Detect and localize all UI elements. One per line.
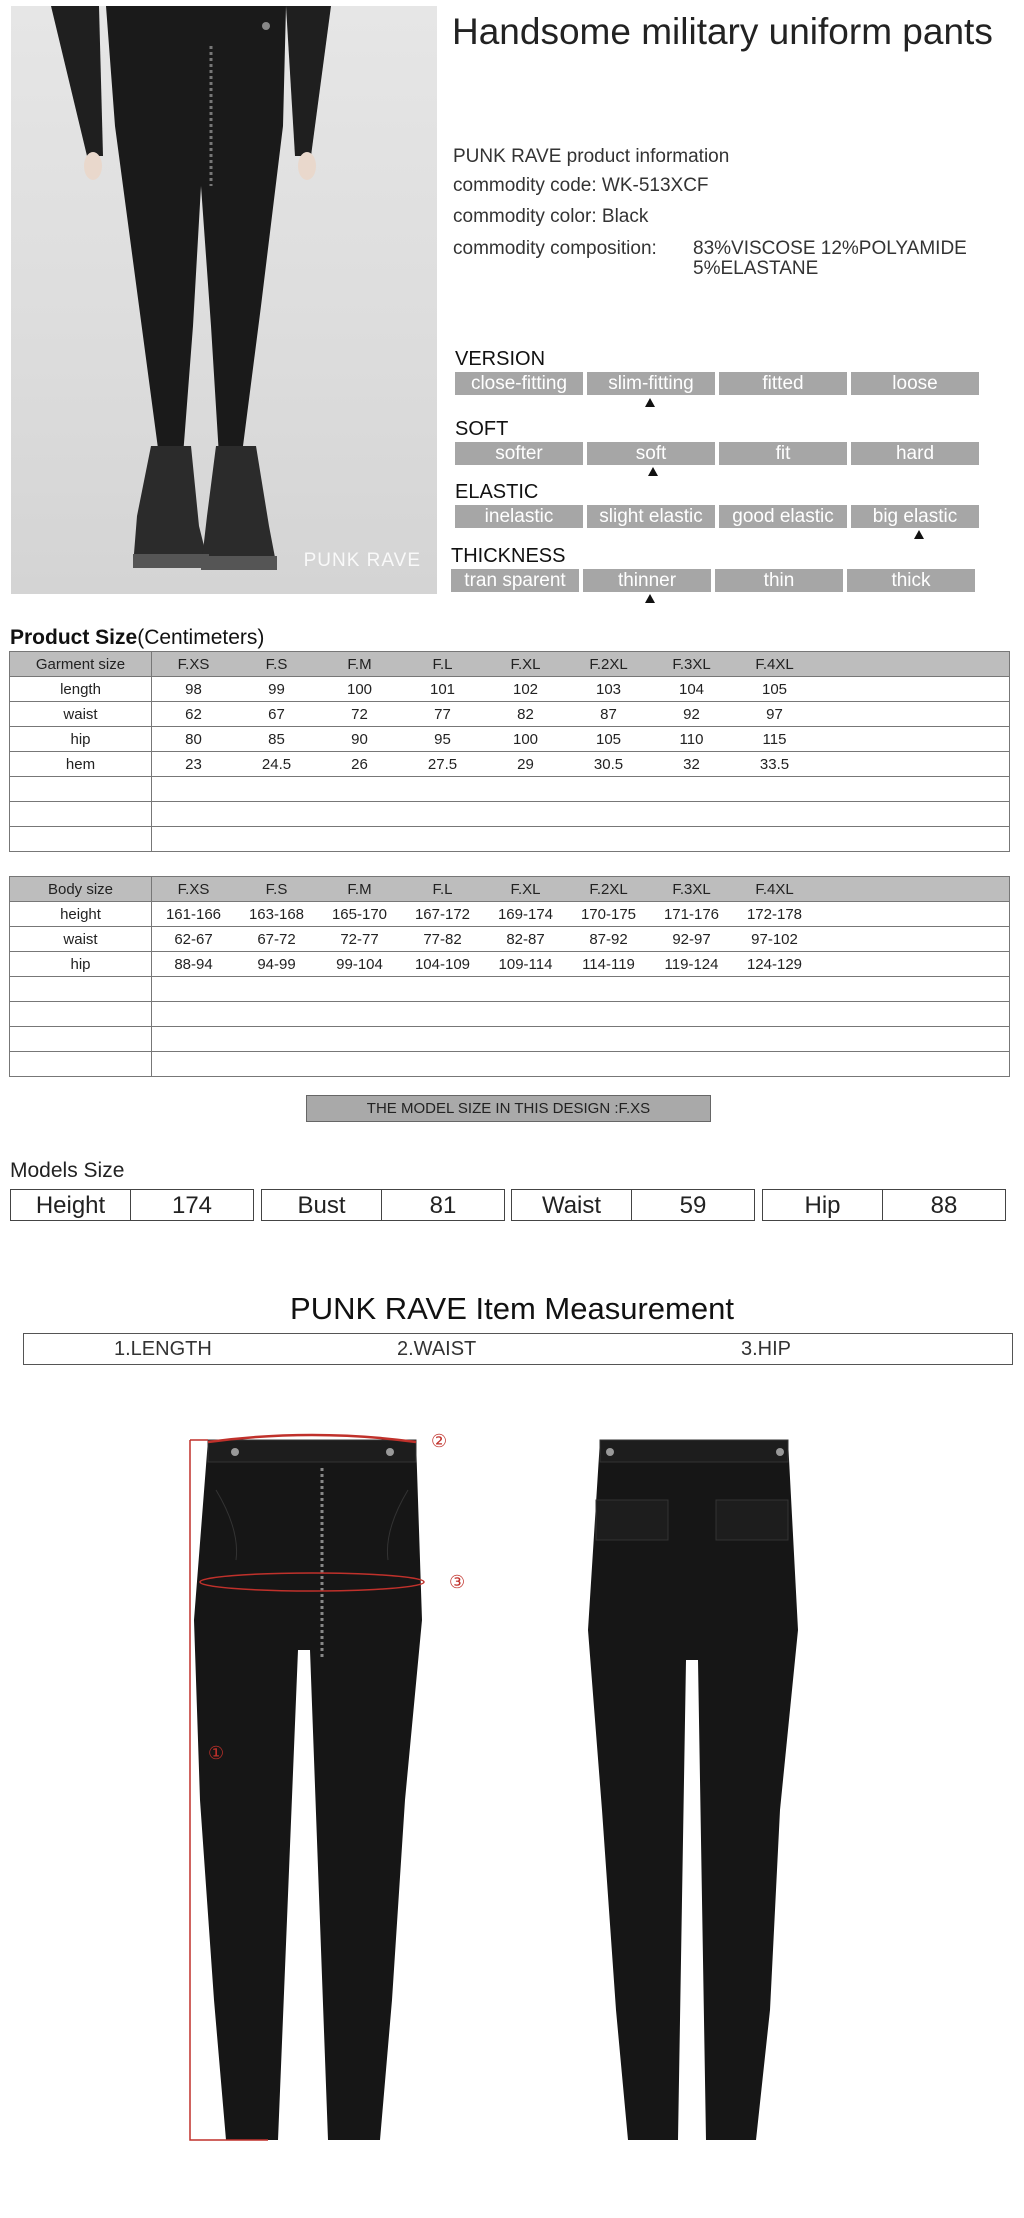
table-cell: 92	[683, 705, 700, 723]
empty-row	[10, 1027, 1010, 1052]
table-cell: 72-77	[340, 930, 379, 948]
commodity-color	[453, 206, 648, 228]
row-label: height	[10, 902, 152, 927]
table-row	[10, 927, 1010, 952]
table-cell: 62	[185, 705, 202, 723]
table-cell: 85	[268, 730, 285, 748]
size-header: F.M	[347, 880, 372, 898]
product-photo	[11, 6, 437, 594]
models-size-box-bust	[261, 1189, 505, 1221]
table-cell: 87-92	[589, 930, 628, 948]
row-label: hip	[10, 952, 152, 977]
attr-row-elastic	[455, 505, 979, 528]
table-cell: 98	[185, 680, 202, 698]
attr-option: tran sparent	[451, 569, 579, 592]
attr-option: fitted	[719, 372, 847, 395]
size-header: F.L	[432, 655, 453, 673]
table-cell: 100	[346, 680, 373, 698]
attr-option: hard	[851, 442, 979, 465]
attr-title-soft: SOFT	[455, 418, 509, 440]
commodity-code	[453, 175, 709, 197]
product-size-title-bold: Product Size	[10, 626, 138, 649]
size-header: F.3XL	[672, 880, 711, 898]
table-cell: 104	[678, 680, 705, 698]
table-cell: 105	[595, 730, 622, 748]
attr-option: fit	[719, 442, 847, 465]
table-cell: 161-166	[165, 905, 222, 923]
code-value: WK-513XCF	[601, 175, 709, 196]
empty-row	[10, 1052, 1010, 1077]
table-cell: 27.5	[427, 755, 458, 773]
table-cell: 170-175	[580, 905, 637, 923]
size-header: F.XL	[510, 655, 541, 673]
composition-value: 83%VISCOSE 12%POLYAMIDE 5%ELASTANE	[693, 238, 967, 279]
model-stat-value: 88	[930, 1192, 958, 1219]
marker-length-icon: ①	[208, 1743, 225, 1763]
table-cell: 88-94	[174, 955, 213, 973]
selected-marker-soft	[648, 467, 658, 476]
marker-hip-icon: ③	[449, 1572, 466, 1592]
table-cell: 99-104	[336, 955, 383, 973]
table-cell: 80	[185, 730, 202, 748]
empty-row	[10, 802, 1010, 827]
model-stat-value: 59	[679, 1192, 707, 1219]
measurement-title: PUNK RAVE Item Measurement	[290, 1291, 734, 1326]
table-cell: 105	[761, 680, 788, 698]
attr-row-soft	[455, 442, 979, 465]
table-cell: 110	[679, 730, 704, 748]
table-cell: 114-119	[582, 955, 635, 973]
table-row	[10, 952, 1010, 977]
empty-row	[10, 977, 1010, 1002]
table-cell: 94-99	[257, 955, 296, 973]
table-cell: 32	[683, 755, 700, 773]
models-size-box-hip	[762, 1189, 1006, 1221]
table-cell: 165-170	[331, 905, 388, 923]
product-title: Handsome military uniform pants	[452, 11, 993, 52]
table-cell: 82	[517, 705, 534, 723]
size-header: F.XS	[177, 880, 210, 898]
code-label: commodity code:	[453, 175, 597, 196]
table-header-row	[10, 652, 1010, 677]
size-header: F.S	[265, 880, 288, 898]
table-cell: 97-102	[751, 930, 798, 948]
attr-row-version	[455, 372, 979, 395]
attr-option: slim-fitting	[587, 372, 715, 395]
garment-size-header: Garment size	[10, 652, 152, 677]
attr-row-thickness	[451, 569, 975, 592]
body-size-header: Body size	[10, 877, 152, 902]
model-figure-image	[11, 6, 437, 594]
table-cell: 109-114	[498, 955, 553, 973]
table-row	[10, 752, 1010, 777]
table-cell: 103	[595, 680, 622, 698]
product-size-title	[10, 626, 264, 650]
marker-waist-icon: ②	[431, 1431, 448, 1451]
row-label: length	[10, 677, 152, 702]
table-cell: 104-109	[414, 955, 471, 973]
selected-marker-elastic	[914, 530, 924, 539]
color-value: Black	[601, 206, 649, 227]
table-cell: 124-129	[746, 955, 803, 973]
selected-marker-version	[645, 398, 655, 407]
size-header: F.XL	[510, 880, 541, 898]
photo-watermark: PUNK RAVE	[303, 550, 421, 571]
attr-option: good elastic	[719, 505, 847, 528]
table-cell: 30.5	[593, 755, 624, 773]
size-header: F.XS	[177, 655, 210, 673]
model-stat-label: Bust	[262, 1190, 382, 1220]
attr-title-elastic: ELASTIC	[455, 481, 539, 503]
table-cell: 62-67	[174, 930, 213, 948]
selected-marker-thickness	[645, 594, 655, 603]
size-header: F.2XL	[589, 655, 628, 673]
attr-option: thick	[847, 569, 975, 592]
info-heading: PUNK RAVE product information	[453, 146, 730, 167]
model-stat-label: Height	[11, 1190, 131, 1220]
table-cell: 72	[351, 705, 368, 723]
row-label: waist	[10, 702, 152, 727]
size-header: F.2XL	[589, 880, 628, 898]
empty-row	[10, 827, 1010, 852]
model-stat-value: 174	[171, 1192, 213, 1219]
table-cell: 115	[762, 730, 787, 748]
models-size-box-height	[10, 1189, 254, 1221]
table-cell: 33.5	[759, 755, 790, 773]
table-cell: 171-176	[663, 905, 720, 923]
row-label: waist	[10, 927, 152, 952]
measurement-legend-bar	[23, 1333, 1013, 1365]
attr-option: inelastic	[455, 505, 583, 528]
attr-option: softer	[455, 442, 583, 465]
attr-option: close-fitting	[455, 372, 583, 395]
table-cell: 169-174	[497, 905, 554, 923]
table-cell: 90	[351, 730, 368, 748]
table-cell: 95	[434, 730, 451, 748]
garment-size-table	[9, 651, 1010, 852]
attr-option: soft	[587, 442, 715, 465]
table-cell: 29	[517, 755, 534, 773]
table-cell: 23	[185, 755, 202, 773]
body-size-table	[9, 876, 1010, 1077]
table-cell: 87	[600, 705, 617, 723]
table-cell: 100	[512, 730, 539, 748]
table-cell: 167-172	[414, 905, 471, 923]
table-header-row	[10, 877, 1010, 902]
row-label: hem	[10, 752, 152, 777]
composition-label: commodity composition:	[453, 238, 657, 259]
measurement-item: 2.WAIST	[397, 1338, 477, 1360]
table-cell: 77	[434, 705, 451, 723]
product-size-unit: (Centimeters)	[137, 626, 265, 649]
model-stat-value: 81	[429, 1192, 457, 1219]
size-header: F.S	[265, 655, 288, 673]
attr-title-version: VERSION	[455, 348, 546, 370]
table-cell: 101	[429, 680, 456, 698]
size-header: F.3XL	[672, 655, 711, 673]
pants-back-image	[566, 1430, 826, 2150]
table-cell: 24.5	[261, 755, 292, 773]
table-cell: 67	[268, 705, 285, 723]
size-header: F.M	[347, 655, 372, 673]
attr-title-thickness: THICKNESS	[451, 545, 566, 567]
row-label: hip	[10, 727, 152, 752]
size-header: F.L	[432, 880, 453, 898]
table-row	[10, 702, 1010, 727]
table-cell: 119-124	[664, 955, 719, 973]
table-cell: 163-168	[248, 905, 305, 923]
table-cell: 99	[268, 680, 285, 698]
pants-front-image	[180, 1420, 490, 2160]
models-size-box-waist	[511, 1189, 755, 1221]
table-cell: 172-178	[746, 905, 803, 923]
attr-option: loose	[851, 372, 979, 395]
attr-option: thinner	[583, 569, 711, 592]
empty-row	[10, 1002, 1010, 1027]
model-stat-label: Hip	[763, 1190, 883, 1220]
attr-option: big elastic	[851, 505, 979, 528]
attr-option: slight elastic	[587, 505, 715, 528]
model-size-note: THE MODEL SIZE IN THIS DESIGN :F.XS	[306, 1095, 711, 1122]
attr-option: thin	[715, 569, 843, 592]
color-label: commodity color:	[453, 206, 597, 227]
table-cell: 92-97	[672, 930, 711, 948]
models-size-title: Models Size	[10, 1159, 125, 1182]
table-cell: 77-82	[423, 930, 462, 948]
table-row	[10, 677, 1010, 702]
measurement-item: 3.HIP	[741, 1338, 792, 1360]
empty-row	[10, 777, 1010, 802]
size-header: F.4XL	[755, 880, 794, 898]
table-cell: 82-87	[506, 930, 545, 948]
measurement-item: 1.LENGTH	[114, 1338, 212, 1360]
table-cell: 97	[766, 705, 783, 723]
model-stat-label: Waist	[512, 1190, 632, 1220]
table-row	[10, 902, 1010, 927]
table-cell: 67-72	[257, 930, 296, 948]
table-cell: 26	[351, 755, 368, 773]
table-row	[10, 727, 1010, 752]
size-header: F.4XL	[755, 655, 794, 673]
table-cell: 102	[512, 680, 539, 698]
